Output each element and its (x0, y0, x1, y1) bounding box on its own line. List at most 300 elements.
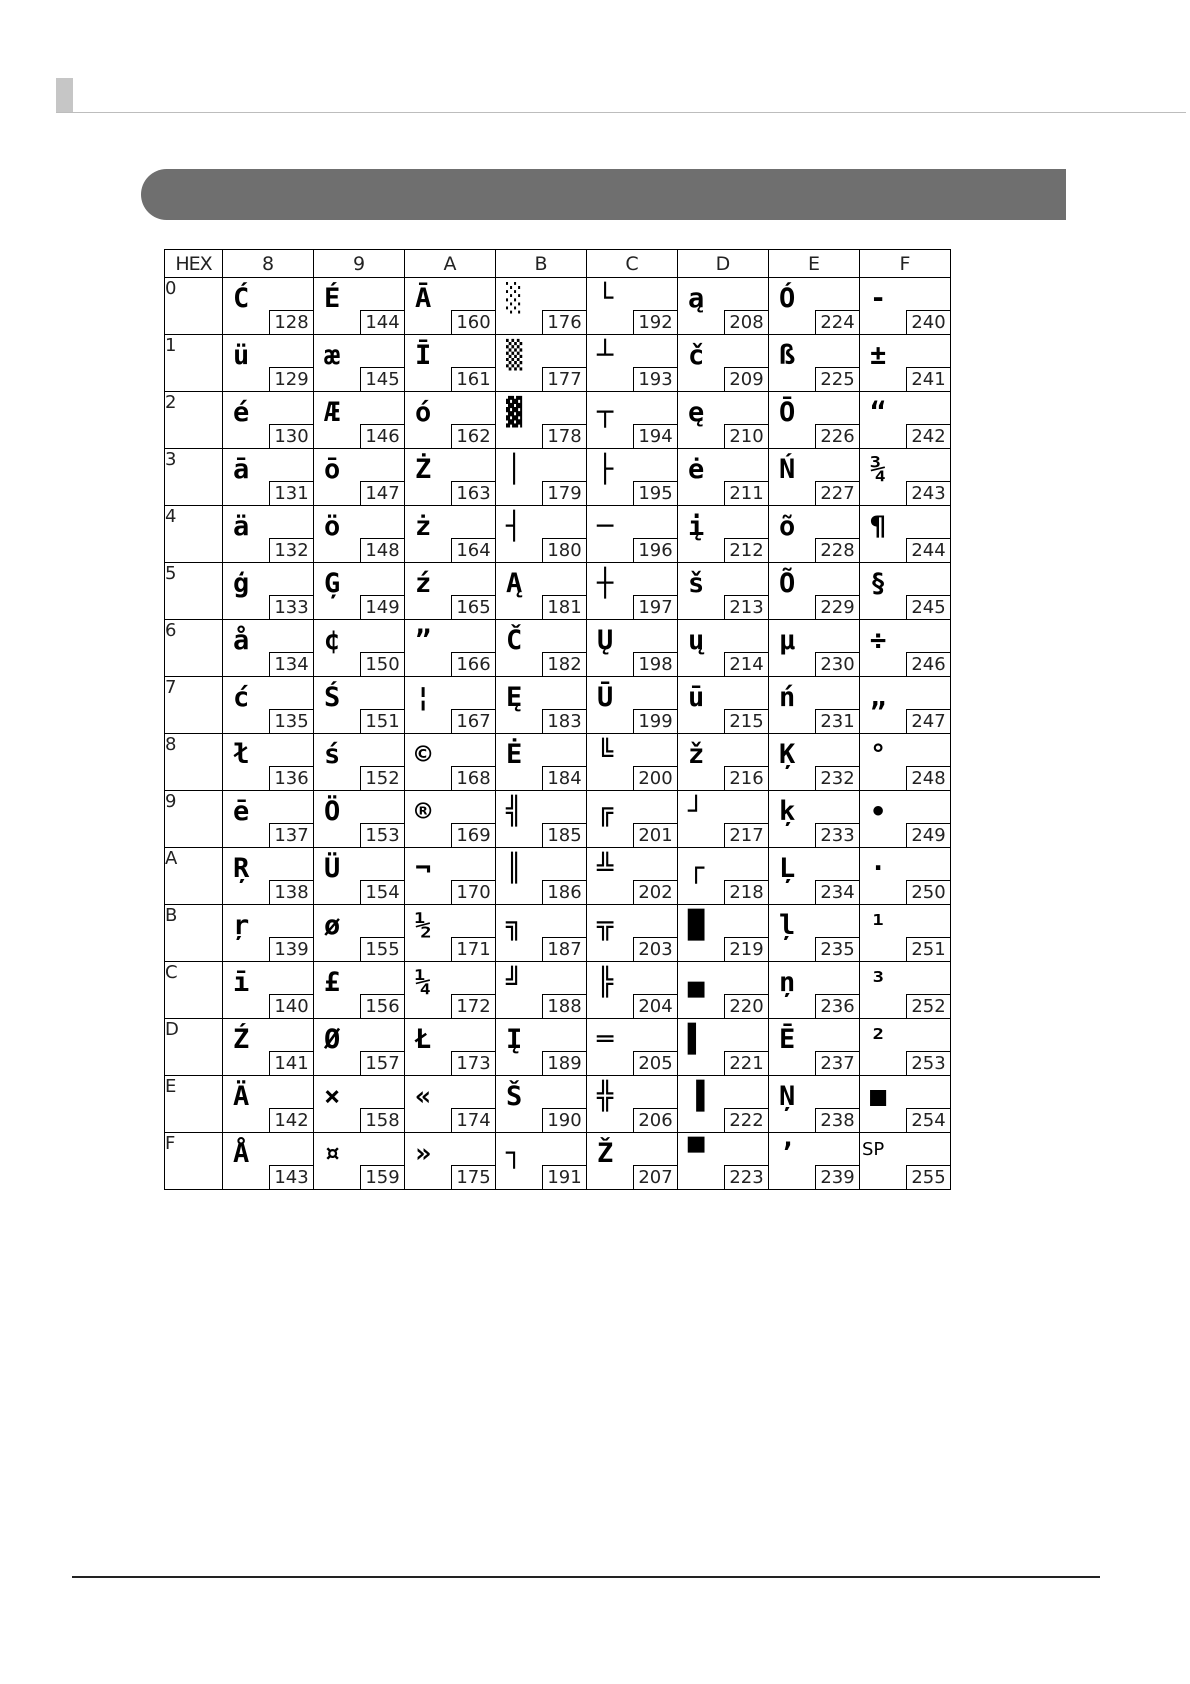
char-glyph: ņ (779, 967, 796, 998)
char-cell (587, 791, 678, 848)
char-cell (405, 1076, 496, 1133)
char-glyph: ž (688, 739, 705, 770)
char-code: 183 (542, 709, 586, 733)
char-glyph: Ś (324, 682, 341, 713)
char-code: 229 (815, 595, 859, 619)
char-cell (860, 791, 951, 848)
hex-corner-label: HEX (165, 250, 223, 278)
char-glyph: « (415, 1081, 432, 1112)
char-glyph: ū (688, 682, 705, 713)
char-cell (496, 335, 587, 392)
char-cell (496, 392, 587, 449)
char-code: 219 (724, 937, 768, 961)
char-code: 142 (269, 1108, 313, 1132)
char-cell (678, 848, 769, 905)
char-glyph: “ (870, 397, 887, 428)
char-code: 173 (451, 1051, 495, 1075)
char-cell (496, 563, 587, 620)
char-code: 168 (451, 766, 495, 790)
char-code: 242 (906, 424, 950, 448)
char-cell (314, 335, 405, 392)
char-cell (678, 905, 769, 962)
char-code: 232 (815, 766, 859, 790)
char-glyph: Ģ (324, 568, 341, 599)
char-code: 197 (633, 595, 677, 619)
table-row (165, 392, 951, 449)
char-glyph: ļ (779, 910, 796, 941)
char-glyph: ├ (597, 454, 614, 485)
char-cell (678, 1133, 769, 1190)
char-cell (860, 734, 951, 791)
char-cell (860, 449, 951, 506)
char-code: 175 (451, 1165, 495, 1189)
row-header: 3 (165, 449, 223, 506)
char-glyph: Ī (415, 340, 432, 371)
row-header: A (165, 848, 223, 905)
char-code: 164 (451, 538, 495, 562)
char-cell (314, 620, 405, 677)
char-cell (314, 848, 405, 905)
char-glyph: Ž (597, 1138, 614, 1169)
char-cell (405, 278, 496, 335)
char-cell (860, 905, 951, 962)
char-cell (223, 734, 314, 791)
char-code: 212 (724, 538, 768, 562)
char-glyph: ż (415, 511, 432, 542)
char-code: 254 (906, 1108, 950, 1132)
char-cell (496, 677, 587, 734)
char-glyph: │ (506, 454, 523, 485)
char-glyph: ═ (597, 1024, 614, 1055)
char-glyph: ¼ (415, 967, 432, 998)
row-header: 0 (165, 278, 223, 335)
row-header: 4 (165, 506, 223, 563)
char-code: 191 (542, 1165, 586, 1189)
char-cell (678, 392, 769, 449)
char-glyph: ń (779, 682, 796, 713)
char-cell (405, 392, 496, 449)
char-glyph: ć (233, 682, 250, 713)
char-glyph: ŗ (233, 910, 250, 941)
char-glyph: Ö (324, 796, 341, 827)
char-cell (587, 1076, 678, 1133)
char-glyph: ÷ (870, 625, 887, 656)
char-glyph: ╦ (597, 910, 614, 941)
char-code: 236 (815, 994, 859, 1018)
table-row (165, 791, 951, 848)
char-glyph: ” (415, 625, 432, 656)
char-glyph: ╗ (506, 910, 523, 941)
char-code: 231 (815, 709, 859, 733)
char-cell (678, 506, 769, 563)
char-glyph: » (415, 1138, 432, 1169)
char-code: 244 (906, 538, 950, 562)
row-header: 9 (165, 791, 223, 848)
char-code: 161 (451, 367, 495, 391)
char-code: 160 (451, 310, 495, 334)
char-code: 133 (269, 595, 313, 619)
char-glyph: SP (862, 1139, 885, 1160)
char-glyph: å (233, 625, 250, 656)
char-code: 225 (815, 367, 859, 391)
char-cell (223, 1076, 314, 1133)
row-header: 2 (165, 392, 223, 449)
char-code: 163 (451, 481, 495, 505)
char-glyph: Ā (415, 283, 432, 314)
char-code: 203 (633, 937, 677, 961)
char-code: 224 (815, 310, 859, 334)
table-row (165, 278, 951, 335)
char-code: 255 (906, 1165, 950, 1189)
char-glyph: © (415, 739, 432, 770)
char-cell (223, 677, 314, 734)
table-row (165, 1133, 951, 1190)
char-cell (769, 1076, 860, 1133)
char-cell (496, 1076, 587, 1133)
char-glyph: ─ (597, 511, 614, 542)
char-glyph: Ų (597, 625, 614, 656)
char-cell (769, 1133, 860, 1190)
char-cell (405, 734, 496, 791)
char-glyph: Ń (779, 454, 796, 485)
row-header: D (165, 1019, 223, 1076)
char-code: 230 (815, 652, 859, 676)
char-cell (496, 1019, 587, 1076)
char-cell (860, 392, 951, 449)
char-code: 165 (451, 595, 495, 619)
char-glyph: „ (870, 682, 887, 713)
char-cell (405, 449, 496, 506)
char-glyph: ╣ (506, 796, 523, 827)
char-code: 171 (451, 937, 495, 961)
char-code: 190 (542, 1108, 586, 1132)
table-row (165, 962, 951, 1019)
char-code: 141 (269, 1051, 313, 1075)
char-glyph: ¦ (415, 682, 432, 713)
char-cell (587, 335, 678, 392)
char-cell (405, 335, 496, 392)
char-cell (678, 962, 769, 1019)
char-code: 213 (724, 595, 768, 619)
char-code: 167 (451, 709, 495, 733)
char-cell (314, 506, 405, 563)
char-glyph: ¾ (870, 454, 887, 485)
char-code: 238 (815, 1108, 859, 1132)
char-cell (860, 677, 951, 734)
char-code: 130 (269, 424, 313, 448)
char-code: 233 (815, 823, 859, 847)
char-cell (223, 848, 314, 905)
table-row (165, 1019, 951, 1076)
char-cell (587, 620, 678, 677)
row-header: F (165, 1133, 223, 1190)
char-cell (678, 1019, 769, 1076)
char-cell (769, 791, 860, 848)
char-glyph: Ć (233, 283, 250, 314)
char-glyph: ’ (779, 1138, 796, 1169)
char-cell (223, 962, 314, 1019)
char-cell (405, 1133, 496, 1190)
char-code: 245 (906, 595, 950, 619)
char-cell (496, 449, 587, 506)
char-cell (314, 962, 405, 1019)
row-header: 8 (165, 734, 223, 791)
char-cell (678, 734, 769, 791)
table-row (165, 734, 951, 791)
char-cell (587, 1133, 678, 1190)
char-glyph: ² (870, 1024, 887, 1055)
row-header: B (165, 905, 223, 962)
char-code: 215 (724, 709, 768, 733)
char-code: 239 (815, 1165, 859, 1189)
char-cell (860, 962, 951, 1019)
char-code: 139 (269, 937, 313, 961)
column-header: F (860, 250, 951, 278)
column-header: 9 (314, 250, 405, 278)
char-glyph: ® (415, 796, 432, 827)
char-cell (496, 791, 587, 848)
char-code: 208 (724, 310, 768, 334)
char-code: 179 (542, 481, 586, 505)
page-footer-rule (72, 1576, 1100, 1578)
char-glyph: Æ (324, 397, 341, 428)
column-header: A (405, 250, 496, 278)
char-glyph: ╝ (506, 967, 523, 998)
char-glyph: É (324, 283, 341, 314)
char-cell (223, 791, 314, 848)
char-cell (860, 1076, 951, 1133)
char-cell (678, 620, 769, 677)
char-cell (314, 449, 405, 506)
char-glyph: ą (688, 283, 705, 314)
char-cell (587, 1019, 678, 1076)
char-code: 241 (906, 367, 950, 391)
char-cell (314, 278, 405, 335)
char-cell (405, 962, 496, 1019)
char-glyph: ╩ (597, 853, 614, 884)
column-header: B (496, 250, 587, 278)
char-code: 189 (542, 1051, 586, 1075)
char-glyph: Ź (233, 1024, 250, 1055)
char-cell (405, 791, 496, 848)
char-glyph: § (870, 568, 887, 599)
char-glyph: ß (779, 340, 796, 371)
char-glyph: ī (233, 967, 250, 998)
char-glyph: ▒ (506, 340, 523, 371)
char-code: 169 (451, 823, 495, 847)
char-code: 206 (633, 1108, 677, 1132)
char-glyph: ³ (870, 967, 887, 998)
char-code: 207 (633, 1165, 677, 1189)
char-code: 234 (815, 880, 859, 904)
char-code: 144 (360, 310, 404, 334)
char-glyph: æ (324, 340, 341, 371)
char-glyph: Ż (415, 454, 432, 485)
char-glyph: ó (415, 397, 432, 428)
char-code: 184 (542, 766, 586, 790)
char-code: 158 (360, 1108, 404, 1132)
char-glyph: Į (506, 1024, 523, 1055)
char-cell (587, 449, 678, 506)
char-cell (223, 1133, 314, 1190)
char-cell (405, 620, 496, 677)
char-glyph: ° (870, 739, 887, 770)
char-code: 204 (633, 994, 677, 1018)
char-glyph: ∙ (870, 796, 887, 827)
char-cell (405, 1019, 496, 1076)
char-glyph: ┘ (688, 796, 705, 827)
char-glyph: × (324, 1081, 341, 1112)
column-header: C (587, 250, 678, 278)
char-glyph: ā (233, 454, 250, 485)
char-glyph: ģ (233, 568, 250, 599)
char-cell (587, 734, 678, 791)
char-cell (314, 1019, 405, 1076)
char-cell (678, 278, 769, 335)
char-glyph: ė (688, 454, 705, 485)
char-cell (769, 962, 860, 1019)
char-code: 220 (724, 994, 768, 1018)
char-code: 153 (360, 823, 404, 847)
char-glyph: █ (688, 910, 705, 941)
char-glyph: ╠ (597, 967, 614, 998)
char-code: 145 (360, 367, 404, 391)
char-code: 218 (724, 880, 768, 904)
char-glyph: ╔ (597, 796, 614, 827)
table-row (165, 449, 951, 506)
char-cell (314, 563, 405, 620)
char-cell (860, 1019, 951, 1076)
char-cell (223, 506, 314, 563)
char-code: 209 (724, 367, 768, 391)
char-cell (769, 1019, 860, 1076)
char-glyph: ▀ (688, 1138, 705, 1169)
char-code: 252 (906, 994, 950, 1018)
char-code: 182 (542, 652, 586, 676)
char-glyph: Ó (779, 283, 796, 314)
char-glyph: š (688, 568, 705, 599)
char-code: 132 (269, 538, 313, 562)
row-header: 6 (165, 620, 223, 677)
column-header-row (165, 250, 951, 278)
column-header: 8 (223, 250, 314, 278)
char-glyph: Č (506, 625, 523, 656)
char-cell (769, 620, 860, 677)
char-code: 216 (724, 766, 768, 790)
char-code: 149 (360, 595, 404, 619)
char-glyph: Ķ (779, 739, 796, 770)
char-glyph: £ (324, 967, 341, 998)
char-cell (587, 962, 678, 1019)
char-glyph: Ņ (779, 1081, 796, 1112)
char-glyph: ┌ (688, 853, 705, 884)
char-code: 154 (360, 880, 404, 904)
char-code: 129 (269, 367, 313, 391)
table-row (165, 905, 951, 962)
char-cell (587, 848, 678, 905)
char-code: 195 (633, 481, 677, 505)
char-code: 156 (360, 994, 404, 1018)
char-code: 176 (542, 310, 586, 334)
char-glyph: ę (688, 397, 705, 428)
char-code: 193 (633, 367, 677, 391)
char-cell (314, 392, 405, 449)
char-cell (860, 848, 951, 905)
char-code: 187 (542, 937, 586, 961)
char-cell (769, 449, 860, 506)
char-glyph: ┬ (597, 397, 614, 428)
char-glyph: ¶ (870, 511, 887, 542)
char-code: 188 (542, 994, 586, 1018)
char-cell (860, 563, 951, 620)
char-glyph: ┐ (506, 1138, 523, 1169)
char-glyph: - (870, 283, 887, 314)
table-row (165, 1076, 951, 1133)
char-code: 214 (724, 652, 768, 676)
char-code: 251 (906, 937, 950, 961)
char-glyph: ō (324, 454, 341, 485)
char-glyph: ┤ (506, 511, 523, 542)
char-cell (769, 563, 860, 620)
char-code: 227 (815, 481, 859, 505)
char-glyph: ø (324, 910, 341, 941)
char-glyph: į (688, 511, 705, 542)
char-code: 172 (451, 994, 495, 1018)
char-cell (496, 734, 587, 791)
char-glyph: ¬ (415, 853, 432, 884)
table-row (165, 335, 951, 392)
char-code: 136 (269, 766, 313, 790)
char-code: 243 (906, 481, 950, 505)
char-code: 147 (360, 481, 404, 505)
char-glyph: Ė (506, 739, 523, 770)
char-code: 177 (542, 367, 586, 391)
char-cell (769, 278, 860, 335)
char-code: 246 (906, 652, 950, 676)
char-glyph: ▄ (688, 967, 705, 998)
char-cell (223, 563, 314, 620)
char-code: 196 (633, 538, 677, 562)
char-code: 140 (269, 994, 313, 1018)
char-cell (496, 506, 587, 563)
char-code: 226 (815, 424, 859, 448)
char-code: 210 (724, 424, 768, 448)
char-cell (223, 335, 314, 392)
char-glyph: Ō (779, 397, 796, 428)
page-header-rule (56, 112, 1186, 113)
char-cell (769, 506, 860, 563)
char-cell (405, 677, 496, 734)
table-row (165, 848, 951, 905)
char-code: 199 (633, 709, 677, 733)
row-header: 1 (165, 335, 223, 392)
section-title-bar (141, 169, 1066, 220)
char-cell (587, 278, 678, 335)
char-code: 194 (633, 424, 677, 448)
char-code: 237 (815, 1051, 859, 1075)
char-cell (587, 563, 678, 620)
char-cell (223, 278, 314, 335)
char-glyph: ╬ (597, 1081, 614, 1112)
char-cell (496, 1133, 587, 1190)
char-glyph: Ø (324, 1024, 341, 1055)
char-code: 228 (815, 538, 859, 562)
char-code: 157 (360, 1051, 404, 1075)
char-cell (405, 905, 496, 962)
char-code: 155 (360, 937, 404, 961)
column-header: E (769, 250, 860, 278)
char-glyph: ē (233, 796, 250, 827)
